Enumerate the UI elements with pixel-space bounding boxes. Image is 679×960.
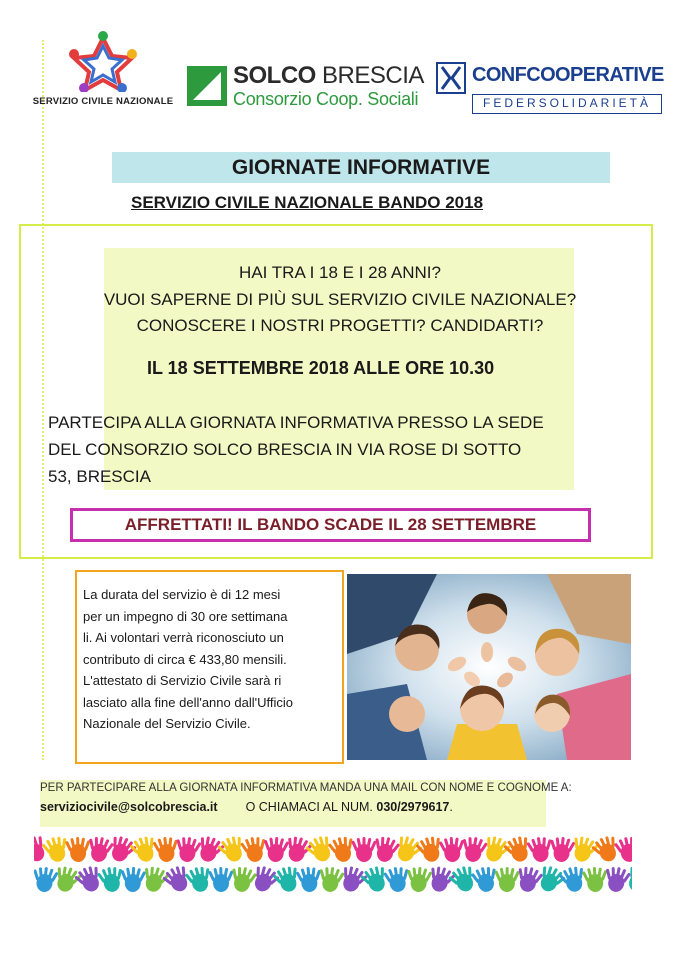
solco-subtitle: Consorzio Coop. Sociali bbox=[233, 89, 419, 109]
info-line: li. Ai volontari verrà riconosciuto un bbox=[83, 630, 284, 645]
deadline-banner: AFFRETTATI! IL BANDO SCADE IL 28 SETTEMBRE bbox=[70, 508, 591, 542]
solco-name bbox=[233, 62, 424, 90]
star-people-icon bbox=[68, 30, 138, 92]
info-line: L'attestato di Servizio Civile sarà ri bbox=[83, 673, 282, 688]
participate-line-3: 53, BRESCIA bbox=[48, 467, 151, 486]
question-learn-more: VUOI SAPERNE DI PIÙ SUL SERVIZIO CIVILE NAZIONALE? bbox=[103, 290, 577, 309]
page-subtitle: SERVIZIO CIVILE NAZIONALE BANDO 2018 bbox=[131, 193, 484, 212]
solco-name-light: BRESCIA bbox=[315, 62, 424, 89]
servizio-civile-logo bbox=[28, 30, 178, 107]
info-line: per un impegno di 30 ore settimana bbox=[83, 608, 288, 624]
solco-name-bold: SOLCO bbox=[233, 62, 316, 89]
info-line: contributo di circa € 433,80 mensili. bbox=[83, 651, 287, 667]
question-age: HAI TRA I 18 E I 28 ANNI? bbox=[239, 263, 441, 282]
confcooperative-mark-icon bbox=[436, 62, 466, 94]
solco-mark-icon bbox=[187, 66, 227, 106]
footer-period: . bbox=[449, 800, 453, 814]
footer-instructions: PER PARTECIPARE ALLA GIORNATA INFORMATIVA MANDA UNA MAIL CON NOME E COGNOME A: bbox=[40, 782, 572, 794]
solco-brescia-logo bbox=[187, 62, 427, 112]
confcooperative-name: CONFCOOPERATIVE bbox=[472, 64, 664, 86]
call-text: O CHIAMACI AL NUM. bbox=[245, 800, 373, 814]
info-line: La durata del servizio è di 12 mesi bbox=[83, 587, 281, 602]
page-title: GIORNATE INFORMATIVE bbox=[112, 152, 610, 183]
footer-contact bbox=[40, 800, 453, 814]
info-line: lasciato alla fine dell'anno dall'Ufficio bbox=[83, 694, 293, 710]
group-photo bbox=[347, 574, 631, 760]
participate-line-1: PARTECIPA ALLA GIORNATA INFORMATIVA PRESSO LA SEDE bbox=[48, 413, 544, 432]
confcooperative-logo bbox=[436, 62, 664, 116]
federsolidarieta-label: FEDERSOLIDARIETÀ bbox=[472, 94, 662, 114]
participate-line-2: DEL CONSORZIO SOLCO BRESCIA IN VIA ROSE DI SOTTO bbox=[48, 440, 522, 459]
contact-email-link[interactable]: serviziocivile@solcobrescia.it bbox=[40, 800, 218, 814]
service-info-box bbox=[75, 570, 344, 764]
event-date: IL 18 SETTEMBRE 2018 ALLE ORE 10.30 bbox=[147, 358, 495, 378]
colorful-hands-banner bbox=[34, 835, 632, 901]
info-line: Nazionale del Servizio Civile. bbox=[83, 716, 251, 731]
contact-phone[interactable]: 030/2979617 bbox=[376, 800, 450, 814]
question-projects: CONOSCERE I NOSTRI PROGETTI? CANDIDARTI? bbox=[136, 316, 544, 335]
servizio-civile-label: SERVIZIO CIVILE NAZIONALE bbox=[32, 96, 174, 107]
